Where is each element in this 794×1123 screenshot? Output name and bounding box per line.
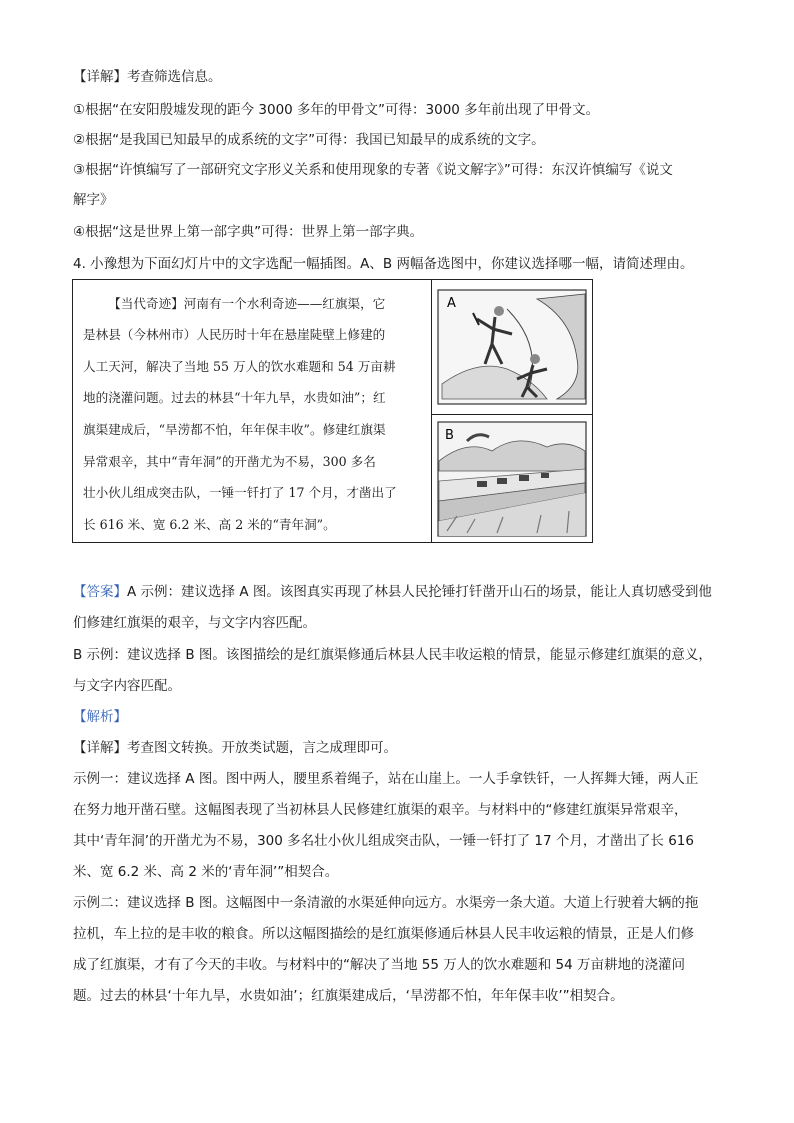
example2-line-4: 题。过去的林县‘十年九旱，水贵如油’；红旗渠建成后，‘旱涝都不怕，年年保丰收’”相契合。 [73, 988, 624, 1004]
detail-line-2: ②根据“是我国已知最早的成系统的文字”可得：我国已知最早的成系统的文字。 [73, 132, 545, 148]
example2-line-2: 拉机，车上拉的是丰收的粮食。所以这幅图描绘的是红旗渠修通后林县人民丰收运粮的情景，正是人们修 [73, 926, 694, 942]
picture-b-label: B [445, 427, 454, 443]
answer-line-a1 [73, 582, 712, 602]
slide-line: 地的浇灌问题。过去的林县“十年九旱，水贵如油”；红 [83, 390, 386, 406]
detail-line-3: ③根据“许慎编写了一部研究文字形义关系和使用现象的专著《说文解字》”可得：东汉许慎编写《说文 [73, 162, 673, 178]
picture-a [437, 289, 587, 405]
picture-b-cell [432, 415, 593, 543]
answer-line-a2: 们修建红旗渠的艰辛，与文字内容匹配。 [73, 615, 316, 631]
answer-line-b2: 与文字内容匹配。 [73, 678, 181, 694]
detail-line-4: ④根据“这是世界上第一部字典”可得：世界上第一部字典。 [73, 224, 424, 240]
detail-line-3-cont: 解字》 [73, 192, 114, 208]
answer-a-text: A 示例：建议选择 A 图。该图真实再现了林县人民抡锤打钎凿开山石的场景，能让人真切感受到他 [127, 584, 712, 600]
picture-a-label: A [447, 296, 456, 311]
analysis-heading: 【详解】考查图文转换。开放类试题，言之成理即可。 [73, 740, 397, 756]
example1-line-2: 在努力地开凿石壁。这幅图表现了当初林县人民修建红旗渠的艰辛。与材料中的“修建红旗渠异常艰辛， [73, 802, 688, 818]
detail-heading: 【详解】考查筛选信息。 [73, 69, 222, 85]
slide-table [72, 279, 593, 543]
slide-line: 壮小伙儿组成突击队，一锤一钎打了 17 个月，才凿出了 [83, 485, 397, 501]
answer-line-b1: B 示例：建议选择 B 图。该图描绘的是红旗渠修通后林县人民丰收运粮的情景，能显示修建红旗渠的意义， [73, 647, 712, 663]
example1-line-1: 示例一：建议选择 A 图。图中两人，腰里系着绳子，站在山崖上。一人手拿铁钎，一人挥舞大锤，两人正 [73, 771, 699, 787]
example1-line-4: 米、宽 6.2 米、高 2 米的‘青年洞’”相契合。 [73, 864, 339, 880]
slide-text [73, 282, 431, 541]
detail-line-1: ①根据“在安阳殷墟发现的距今 3000 多年的甲骨文”可得：3000 多年前出现了甲骨文。 [73, 102, 600, 118]
analysis-tag: 【解析】 [73, 709, 127, 725]
slide-line: 【当代奇迹】河南有一个水利奇迹——红旗渠，它 [108, 295, 386, 311]
picture-a-cell [432, 280, 593, 415]
slide-line: 异常艰辛，其中“青年洞”的开凿尤为不易，300 多名 [83, 453, 376, 469]
slide-line: 旗渠建成后，“旱涝都不怕，年年保丰收”。修建红旗渠 [83, 422, 386, 437]
slide-line: 是林县（今林州市）人民历时十年在悬崖陡壁上修建的 [83, 327, 386, 343]
slide-line: 长 616 米、宽 6.2 米、高 2 米的“青年洞”。 [83, 516, 336, 532]
slide-line: 人工天河，解决了当地 55 万人的饮水难题和 54 万亩耕 [83, 358, 396, 374]
answer-tag: 【答案】 [73, 584, 127, 600]
question-stem: 4. 小豫想为下面幻灯片中的文字选配一幅插图。A、B 两幅备选图中，你建议选择哪一幅，请简述理由。 [73, 256, 694, 272]
slide-text-cell [73, 280, 432, 543]
picture-b [437, 421, 587, 537]
example1-line-3: 其中‘青年洞’的开凿尤为不易，300 多名壮小伙儿组成突击队，一锤一钎打了 17 个月，才凿出了长 616 [73, 833, 694, 849]
example2-line-3: 成了红旗渠，才有了今天的丰收。与材料中的“解决了当地 55 万人的饮水难题和 54 万亩耕地的浇灌问 [73, 957, 686, 973]
example2-line-1: 示例二：建议选择 B 图。这幅图中一条清澈的水渠延伸向远方。水渠旁一条大道。大道上行驶着大辆的拖 [73, 895, 699, 911]
